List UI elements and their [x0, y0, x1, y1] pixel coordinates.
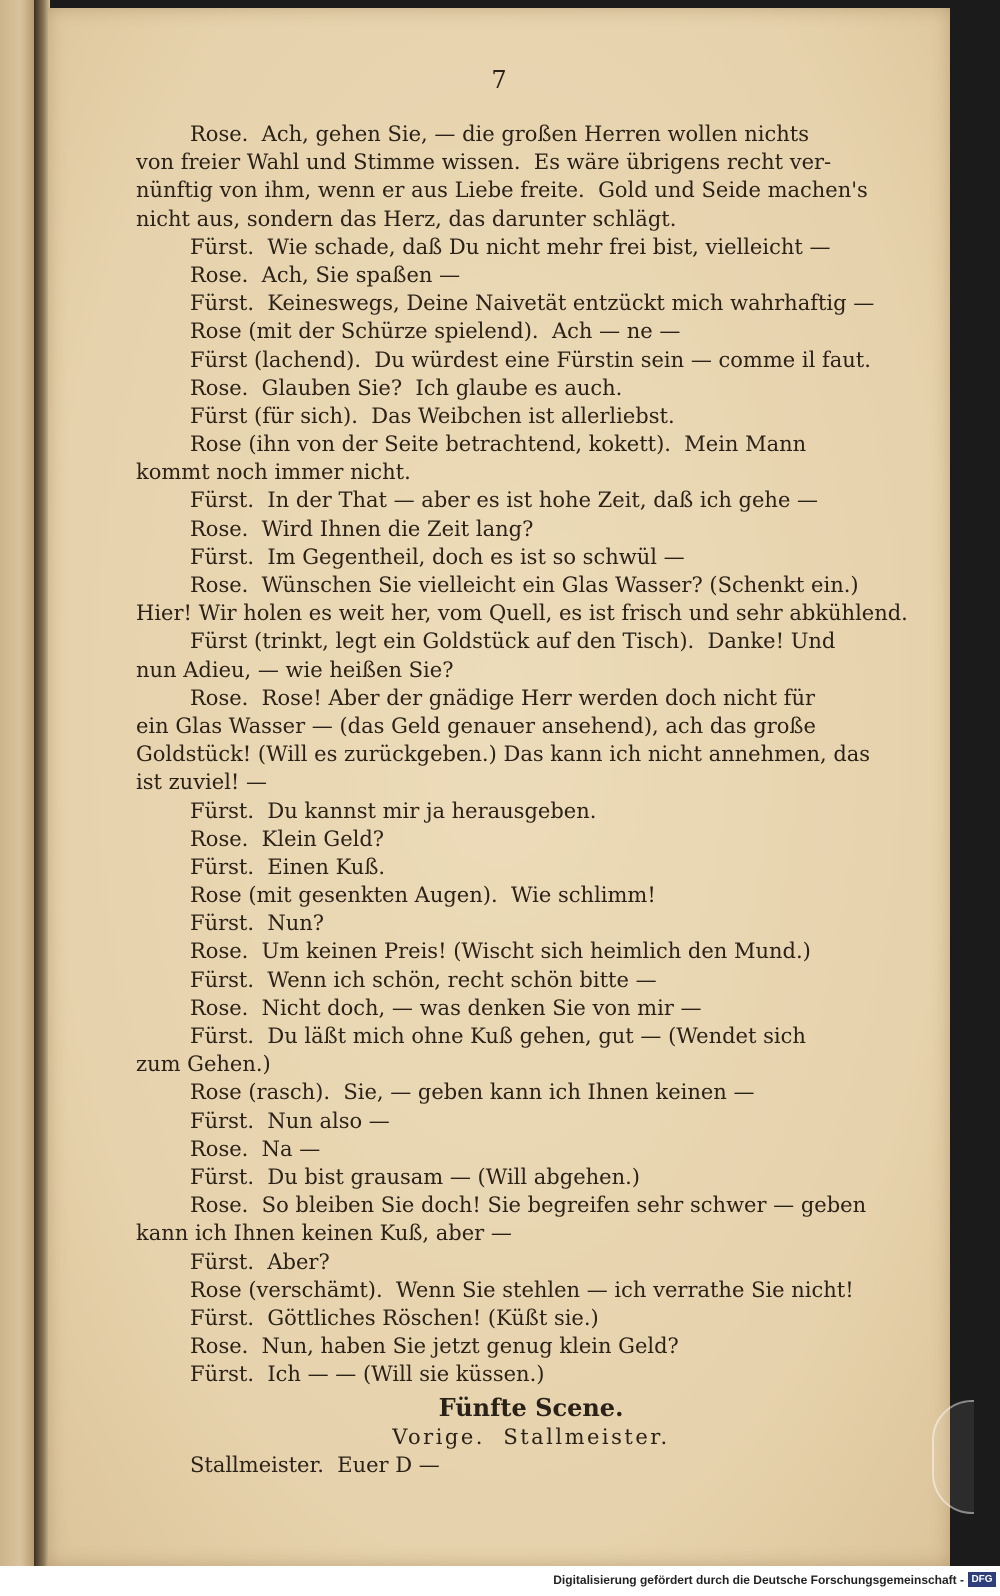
text-line: Rose (mit gesenkten Augen). Wie schlimm!: [190, 883, 656, 908]
book-page: [48, 8, 950, 1566]
text-line: Rose. Ach, gehen Sie, — die großen Herren wollen nichts: [190, 122, 809, 146]
text-line: kann ich Ihnen keinen Kuß, aber —: [136, 1221, 512, 1246]
text-line: Fürst (für sich). Das Weibchen ist allerliebst.: [190, 403, 675, 428]
text-line: Rose (ihn von der Seite betrachtend, kokett). Mein Mann: [190, 432, 807, 457]
final-line: Stallmeister. Euer D —: [190, 1452, 440, 1477]
text-line: Rose. Nun, haben Sie jetzt genug klein Geld?: [190, 1334, 679, 1359]
text-line: kommt noch immer nicht.: [136, 460, 411, 485]
text-line: nun Adieu, — wie heißen Sie?: [136, 657, 454, 682]
text-line: Rose. Um keinen Preis! (Wischt sich heimlich den Mund.): [190, 939, 811, 964]
text-line: Fürst. Wenn ich schön, recht schön bitte —: [190, 967, 657, 992]
text-line: nicht aus, sondern das Herz, das darunter schlägt.: [136, 206, 677, 231]
text-line: Rose. Glauben Sie? Ich glaube es auch.: [190, 375, 623, 400]
text-line: Fürst. Einen Kuß.: [190, 854, 386, 879]
text-line: Rose. Na —: [190, 1136, 321, 1161]
text-line: Goldstück! (Will es zurückgeben.) Das kann ich nicht annehmen, das: [136, 742, 871, 767]
scene-heading: Fünfte Scene.: [438, 1394, 624, 1423]
scanner-clip: [932, 1400, 974, 1514]
text-line: Fürst. Wie schade, daß Du nicht mehr frei bist, vielleicht —: [190, 234, 831, 259]
text-line: Rose. Wird Ihnen die Zeit lang?: [190, 516, 534, 541]
text-line: Rose. So bleiben Sie doch! Sie begreifen sehr schwer — geben: [190, 1193, 867, 1218]
text-line: Fürst. Ich — — (Will sie küssen.): [190, 1362, 545, 1387]
text-line: ein Glas Wasser — (das Geld genauer ansehend), ach das große: [136, 713, 816, 738]
text-line: Hier! Wir holen es weit her, vom Quell, es ist frisch und sehr abkühlend.: [136, 601, 908, 626]
page-text: [136, 120, 926, 1479]
text-line: Rose. Klein Geld?: [190, 826, 385, 851]
text-line: Fürst. In der That — aber es ist hohe Zeit, daß ich gehe —: [190, 488, 819, 513]
page-number: 7: [491, 66, 507, 94]
text-line: Fürst (trinkt, legt ein Goldstück auf den Tisch). Danke! Und: [190, 629, 836, 654]
previous-page-edge: [0, 0, 34, 1570]
text-line: Fürst. Nun also —: [190, 1108, 390, 1133]
text-line: Fürst. Göttliches Röschen! (Küßt sie.): [190, 1305, 599, 1330]
text-line: Fürst. Du bist grausam — (Will abgehen.): [190, 1164, 640, 1189]
text-line: Rose. Ach, Sie spaßen —: [190, 262, 461, 287]
text-line: nünftig von ihm, wenn er aus Liebe freite. Gold und Seide machen's: [136, 178, 868, 203]
dialogue-lines: [136, 120, 926, 1388]
text-line: Fürst. Nun?: [190, 911, 325, 936]
text-line: Rose (verschämt). Wenn Sie stehlen — ich verrathe Sie nicht!: [190, 1277, 854, 1302]
text-line: Fürst (lachend). Du würdest eine Fürstin sein — comme il faut.: [190, 347, 871, 372]
text-line: Fürst. Aber?: [190, 1249, 330, 1274]
text-line: Rose (rasch). Sie, — geben kann ich Ihnen keinen —: [190, 1080, 755, 1105]
scene-cast: Vorige. Stallmeister.: [392, 1424, 670, 1449]
text-line: Rose (mit der Schürze spielend). Ach — ne —: [190, 319, 681, 344]
text-line: Fürst. Du läßt mich ohne Kuß gehen, gut — (Wendet sich: [190, 1024, 806, 1048]
dfg-logo: DFG: [968, 1572, 996, 1587]
text-line: Rose. Nicht doch, — was denken Sie von mir —: [190, 995, 702, 1020]
text-line: Fürst. Im Gegentheil, doch es ist so schwül —: [190, 544, 685, 569]
digitization-footer: [0, 1566, 1000, 1596]
text-line: ist zuviel! —: [136, 770, 268, 795]
text-line: Fürst. Keineswegs, Deine Naivetät entzückt mich wahrhaftig —: [190, 291, 875, 316]
text-line: Rose. Rose! Aber der gnädige Herr werden doch nicht für: [190, 685, 816, 710]
text-line: Rose. Wünschen Sie vielleicht ein Glas Wasser? (Schenkt ein.): [190, 573, 859, 597]
footer-credit: Digitalisierung gefördert durch die Deutsche Forschungsgemeinschaft -: [553, 1573, 964, 1587]
text-line: von freier Wahl und Stimme wissen. Es wäre übrigens recht ver-: [136, 150, 832, 175]
text-line: Fürst. Du kannst mir ja herausgeben.: [190, 798, 597, 823]
text-line: zum Gehen.): [136, 1052, 271, 1077]
